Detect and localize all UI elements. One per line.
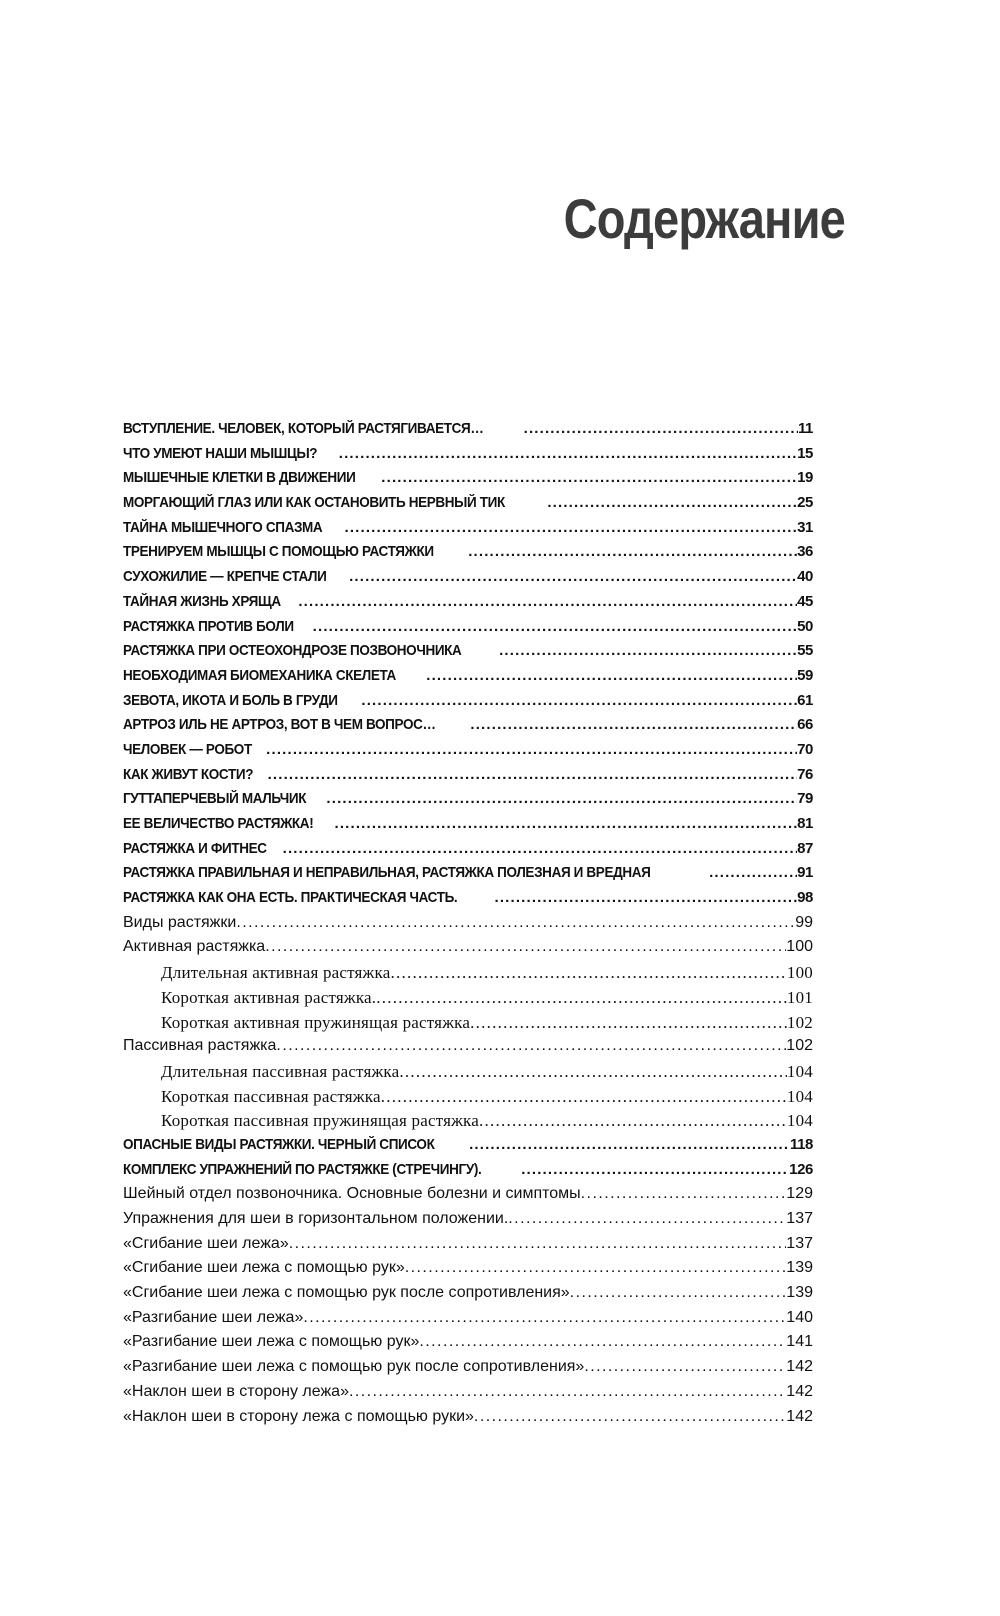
toc-entry	[123, 618, 813, 643]
dot-leader	[508, 1210, 786, 1228]
toc-entry	[123, 1161, 813, 1186]
toc-entry	[123, 1358, 813, 1383]
toc-entry-page-number: 11	[797, 420, 813, 437]
toc-entry-title: РАСТЯЖКА И ФИТНЕС	[123, 839, 267, 857]
toc-entry	[123, 790, 813, 815]
dot-leader	[344, 519, 797, 536]
dot-leader	[236, 914, 795, 932]
dot-leader	[499, 642, 797, 659]
toc-entry-title: ГУТТАПЕРЧЕВЫЙ МАЛЬЧИК	[123, 790, 307, 808]
dot-leader	[570, 1284, 787, 1302]
toc-entry-title: «Наклон шеи в сторону лежа»	[123, 1382, 349, 1400]
toc-entry	[123, 864, 813, 889]
toc-entry	[123, 1235, 813, 1260]
dot-leader	[339, 445, 797, 462]
toc-entry	[123, 766, 813, 791]
toc-entry	[123, 1136, 813, 1161]
toc-entry	[123, 988, 813, 1013]
toc-entry-page-number: 98	[797, 889, 813, 907]
dot-leader	[326, 790, 797, 807]
toc-entry-title: МОРГАЮЩИЙ ГЛАЗ ИЛИ КАК ОСТАНОВИТЬ НЕРВНЫЙ ТИК	[123, 494, 505, 512]
dot-leader	[283, 840, 797, 857]
toc-entry	[123, 445, 813, 470]
dot-leader	[289, 1235, 787, 1253]
toc-entry-page-number: 81	[797, 815, 813, 832]
toc-entry-page-number: 137	[786, 1234, 813, 1252]
toc-entry-title: Активная растяжка	[123, 938, 266, 956]
toc-entry-title: Короткая активная растяжка.	[161, 987, 377, 1007]
toc-entry	[123, 1408, 813, 1433]
toc-entry-title: «Разгибание шеи лежа с помощью рук после сопротивления»	[123, 1358, 585, 1376]
dot-leader	[405, 1259, 787, 1277]
toc-entry-page-number: 79	[797, 790, 813, 808]
toc-entry-title: «Наклон шеи в сторону лежа с помощью руки»	[123, 1407, 474, 1425]
dot-leader	[547, 494, 797, 511]
toc-entry	[123, 1333, 813, 1358]
toc-entry-title: ЧЕЛОВЕК — РОБОТ	[123, 740, 252, 758]
toc-entry	[123, 914, 813, 939]
toc-entry-page-number: 91	[797, 864, 813, 882]
toc-entry-page-number: 141	[786, 1333, 813, 1351]
toc-entry	[123, 568, 813, 593]
toc-entry-title: ТРЕНИРУЕМ МЫШЦЫ С ПОМОЩЬЮ РАСТЯЖКИ	[123, 543, 434, 561]
toc-entry	[123, 1284, 813, 1309]
dot-leader	[584, 1358, 786, 1376]
toc-entry-title: КОМПЛЕКС УПРАЖНЕНИЙ ПО РАСТЯЖКЕ (СТРЕЧИНГУ).	[123, 1160, 482, 1178]
toc-entry-title: «Разгибание шеи лежа»	[123, 1308, 304, 1326]
toc-entry-page-number: 45	[797, 592, 813, 610]
toc-entry	[123, 543, 813, 568]
toc-entry-page-number: 36	[797, 543, 813, 561]
toc-entry	[123, 519, 813, 544]
toc-entry-page-number: 76	[797, 765, 813, 783]
dot-leader	[276, 1037, 786, 1055]
toc-entry-title: РАСТЯЖКА ПРИ ОСТЕОХОНДРОЗЕ ПОЗВОНОЧНИКА	[123, 642, 462, 660]
toc-entry	[123, 889, 813, 914]
toc-entry-title: ЕЕ ВЕЛИЧЕСТВО РАСТЯЖКА!	[123, 815, 314, 832]
toc-entry-title: РАСТЯЖКА ПРОТИВ БОЛИ	[123, 617, 294, 635]
toc-entry-page-number: 139	[786, 1259, 813, 1277]
toc-entry-title: НЕОБХОДИМАЯ БИОМЕХАНИКА СКЕЛЕТА	[123, 666, 396, 684]
toc-entry-title: МЫШЕЧНЫЕ КЛЕТКИ В ДВИЖЕНИИ	[123, 469, 356, 487]
toc-entry-page-number: 50	[797, 617, 813, 635]
toc-entry-title: ЗЕВОТА, ИКОТА И БОЛЬ В ГРУДИ	[123, 691, 338, 709]
toc-entry	[123, 938, 813, 963]
dot-leader	[349, 1383, 786, 1401]
dot-leader	[265, 938, 786, 956]
toc-entry-page-number: 61	[797, 691, 813, 709]
toc-entry-title: Короткая пассивная пружинящая растяжка	[161, 1111, 480, 1131]
dot-leader	[298, 593, 797, 610]
toc-entry-title: Длительная активная растяжка	[161, 963, 391, 983]
dot-leader	[426, 667, 797, 684]
dot-leader	[521, 1161, 789, 1178]
toc-entry-page-number: 102	[786, 1012, 813, 1032]
dot-leader	[524, 420, 798, 437]
dot-leader	[334, 815, 797, 832]
toc-entry	[123, 420, 813, 445]
toc-entry-title: Длительная пассивная растяжка	[161, 1061, 400, 1081]
toc-entry-page-number: 139	[786, 1284, 813, 1302]
dot-leader	[581, 1185, 787, 1203]
toc-entry-title: ВСТУПЛЕНИЕ. ЧЕЛОВЕК, КОТОРЫЙ РАСТЯГИВАЕТСЯ…	[123, 420, 484, 437]
toc-entry	[123, 1037, 813, 1062]
dot-leader	[709, 864, 797, 881]
toc-entry	[123, 593, 813, 618]
toc-entry-title: «Сгибание шеи лежа»	[123, 1234, 289, 1252]
toc-entry-title: «Сгибание шеи лежа с помощью рук после сопротивления»	[123, 1284, 570, 1302]
dot-leader	[468, 543, 797, 560]
toc-entry-title: ОПАСНЫЕ ВИДЫ РАСТЯЖКИ. ЧЕРНЫЙ СПИСОК	[123, 1135, 435, 1153]
toc-entry	[123, 1013, 813, 1038]
toc-entry	[123, 716, 813, 741]
toc-entry-title: «Сгибание шеи лежа с помощью рук»	[123, 1259, 405, 1277]
toc-entry-page-number: 140	[786, 1308, 813, 1326]
toc-entry-title: Короткая пассивная растяжка	[161, 1086, 381, 1106]
dot-leader	[381, 1087, 787, 1107]
toc-entry-page-number: 70	[797, 740, 813, 758]
toc-entry	[123, 1383, 813, 1408]
dot-leader	[376, 988, 787, 1008]
toc-entry	[123, 815, 813, 840]
toc-entry	[123, 692, 813, 717]
page-title: Содержание	[563, 187, 845, 250]
toc-entry-page-number: 142	[786, 1382, 813, 1400]
toc-entry-title: РАСТЯЖКА КАК ОНА ЕСТЬ. ПРАКТИЧЕСКАЯ ЧАСТЬ.	[123, 889, 458, 907]
toc-entry-page-number: 129	[786, 1185, 813, 1203]
dot-leader	[303, 1309, 786, 1327]
toc-entry	[123, 741, 813, 766]
dot-leader	[349, 568, 797, 585]
toc-entry-page-number: 142	[786, 1358, 813, 1376]
toc-entry	[123, 1062, 813, 1087]
toc-entry	[123, 469, 813, 494]
toc-entry	[123, 1087, 813, 1112]
dot-leader	[399, 1062, 787, 1082]
dot-leader	[419, 1333, 786, 1351]
table-of-contents	[123, 420, 813, 1432]
toc-entry	[123, 642, 813, 667]
toc-entry-page-number: 15	[797, 444, 813, 462]
dot-leader	[470, 1013, 787, 1033]
toc-entry	[123, 667, 813, 692]
toc-entry-page-number: 40	[797, 568, 813, 586]
toc-entry	[123, 840, 813, 865]
toc-entry	[123, 1309, 813, 1334]
toc-entry-page-number: 25	[797, 494, 813, 512]
toc-entry	[123, 1185, 813, 1210]
toc-entry-title: ТАЙНАЯ ЖИЗНЬ ХРЯЩА	[123, 592, 281, 610]
toc-entry-title: Короткая активная пружинящая растяжка	[161, 1012, 471, 1032]
toc-entry-title: Пассивная растяжка	[123, 1037, 277, 1055]
toc-entry-page-number: 87	[797, 839, 813, 857]
dot-leader	[470, 716, 797, 733]
toc-entry-title: РАСТЯЖКА ПРАВИЛЬНАЯ И НЕПРАВИЛЬНАЯ, РАСТЯЖКА ПОЛЕЗНАЯ И ВРЕДНАЯ	[123, 864, 651, 882]
toc-entry-title: ЧТО УМЕЮТ НАШИ МЫШЦЫ?	[123, 444, 318, 462]
toc-entry-title: ТАЙНА МЫШЕЧНОГО СПАЗМА	[123, 518, 323, 536]
toc-entry-page-number: 137	[786, 1210, 813, 1227]
dot-leader	[474, 1408, 786, 1426]
toc-entry-page-number: 118	[790, 1135, 813, 1153]
dot-leader	[479, 1111, 787, 1131]
dot-leader	[268, 766, 798, 783]
toc-entry-page-number: 104	[786, 1086, 813, 1106]
toc-entry	[123, 494, 813, 519]
toc-entry-page-number: 104	[786, 1111, 813, 1131]
toc-entry-title: Шейный отдел позвоночника. Основные болезни и симптомы	[123, 1185, 581, 1203]
dot-leader	[266, 741, 797, 758]
toc-entry	[123, 1210, 813, 1235]
toc-entry-page-number: 31	[797, 518, 813, 536]
toc-entry-title: «Разгибание шеи лежа с помощью рук»	[123, 1333, 420, 1351]
toc-entry	[123, 963, 813, 988]
dot-leader	[469, 1136, 790, 1153]
toc-entry	[123, 1111, 813, 1136]
toc-entry-page-number: 66	[797, 716, 813, 734]
dot-leader	[313, 618, 797, 635]
toc-entry-title: Упражнения для шеи в горизонтальном положении.	[123, 1210, 509, 1227]
dot-leader	[381, 469, 797, 486]
toc-entry-page-number: 104	[786, 1061, 813, 1081]
toc-entry	[123, 1259, 813, 1284]
toc-entry-title: СУХОЖИЛИЕ — КРЕПЧЕ СТАЛИ	[123, 568, 327, 586]
toc-entry-title: КАК ЖИВУТ КОСТИ?	[123, 765, 254, 783]
dot-leader	[494, 889, 797, 906]
toc-entry-page-number: 126	[789, 1160, 813, 1178]
toc-entry-page-number: 59	[797, 666, 813, 684]
toc-entry-page-number: 19	[797, 469, 813, 487]
toc-entry-page-number: 100	[786, 938, 813, 956]
toc-entry-page-number: 99	[795, 913, 813, 931]
toc-entry-page-number: 142	[786, 1407, 813, 1425]
dot-leader	[361, 692, 797, 709]
toc-entry-page-number: 101	[786, 987, 813, 1007]
dot-leader	[390, 963, 786, 983]
toc-entry-page-number: 100	[786, 963, 813, 983]
toc-entry-title: АРТРОЗ ИЛЬ НЕ АРТРОЗ, ВОТ В ЧЕМ ВОПРОС…	[123, 716, 436, 734]
toc-entry-page-number: 102	[786, 1037, 813, 1055]
toc-entry-page-number: 55	[797, 642, 813, 660]
toc-entry-title: Виды растяжки	[123, 913, 237, 931]
